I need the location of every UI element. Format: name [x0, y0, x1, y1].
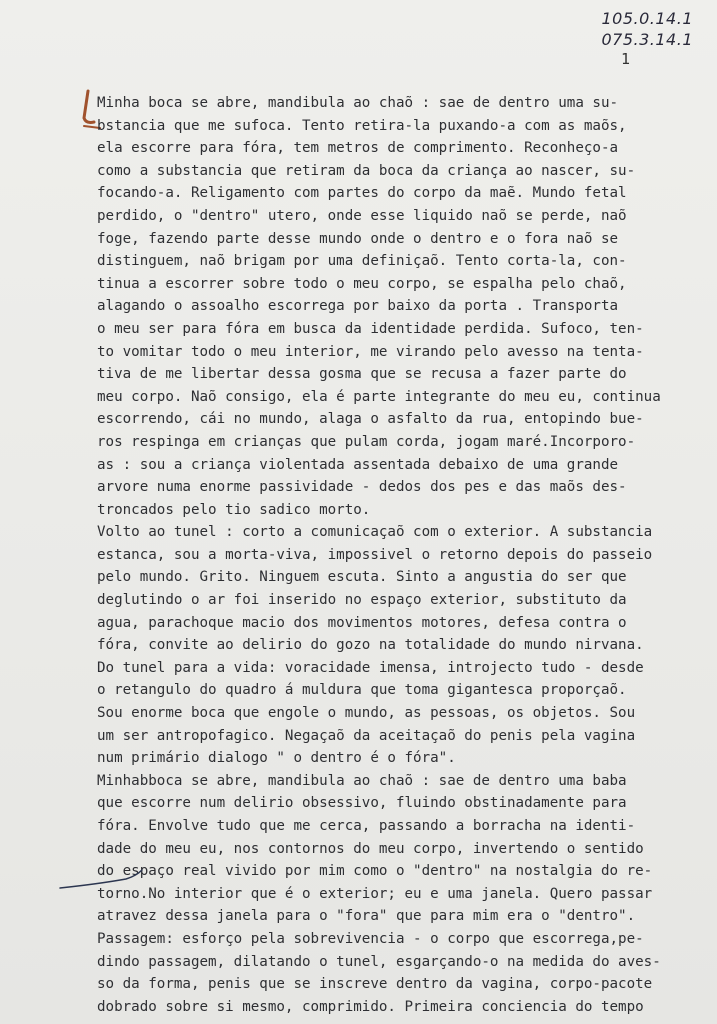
text-line: Minhabboca se abre, mandibula ao chaõ : sae de dentro uma baba: [97, 772, 627, 789]
text-line: focando-a. Religamento com partes do corpo da maẽ. Mundo fetal: [97, 185, 627, 202]
text-line: dobrado sobre si mesmo, comprimido. Primeira conciencia do tempo: [97, 998, 644, 1015]
text-line: que escorre num delirio obsessivo, fluindo obstinadamente para: [97, 795, 627, 812]
text-line: dindo passagem, dilatando o tunel, esgarçando-o na medida do aves-: [97, 953, 661, 970]
archive-code-handwritten: [601, 8, 693, 50]
text-line: do espaço real vivido por mim como o "dentro" na nostalgia do re-: [97, 863, 653, 880]
text-line: o meu ser para fóra em busca da identidade perdida. Sufoco, ten-: [97, 320, 644, 337]
body-text: [97, 92, 697, 1018]
text-line: bstancia que me sufoca. Tento retira-la puxando-a com as maõs,: [97, 117, 627, 134]
text-line: tiva de me libertar dessa gosma que se recusa a fazer parte do: [97, 366, 627, 383]
text-line: so da forma, penis que se inscreve dentro da vagina, corpo-pacote: [97, 976, 653, 993]
text-line: tinua a escorrer sobre todo o meu corpo, se espalha pelo chaõ,: [97, 275, 627, 292]
text-line: escorrendo, cái no mundo, alaga o asfalto da rua, entopindo bue-: [97, 411, 644, 428]
text-line: ros respinga em crianças que pulam corda, jogam maré.Incorporo-: [97, 433, 636, 450]
text-line: deglutindo o ar foi inserido no espaço exterior, substituto da: [97, 592, 627, 609]
text-line: torno.No interior que é o exterior; eu e uma janela. Quero passar: [97, 885, 653, 902]
page-number: 1: [621, 50, 631, 68]
text-line: foge, fazendo parte desse mundo onde o dentro e o fora naõ se: [97, 230, 619, 247]
text-line: distinguem, naõ brigam por uma definiçaõ. Tento corta-la, con-: [97, 253, 627, 270]
text-line: ela escorre para fóra, tem metros de comprimento. Reconheço-a: [97, 140, 619, 157]
text-line: Passagem: esforço pela sobrevivencia - o corpo que escorrega,pe-: [97, 930, 644, 947]
text-line: agua, parachoque macio dos movimentos motores, defesa contra o: [97, 614, 627, 631]
handwritten-underline-mark: [58, 862, 148, 892]
text-line: o retangulo do quadro á muldura que toma gigantesca proporçaõ.: [97, 682, 627, 699]
text-line: um ser antropofagico. Negaçaõ da aceitaçaõ do penis pela vagina: [97, 727, 636, 744]
text-line: perdido, o "dentro" utero, onde esse liquido naõ se perde, naõ: [97, 207, 627, 224]
text-line: troncados pelo tio sadico morto.: [97, 501, 371, 518]
text-line: fóra, convite ao delirio do gozo na totalidade do mundo nirvana.: [97, 637, 644, 654]
text-line: estanca, sou a morta-viva, impossivel o retorno depois do passeio: [97, 546, 653, 563]
text-line: arvore numa enorme passividade - dedos dos pes e das maõs des-: [97, 479, 627, 496]
text-line: Volto ao tunel : corto a comunicaçaõ com o exterior. A substancia: [97, 524, 653, 541]
text-line: to vomitar todo o meu interior, me virando pelo avesso na tenta-: [97, 343, 644, 360]
text-line: pelo mundo. Grito. Ninguem escuta. Sinto a angustia do ser que: [97, 569, 627, 586]
text-line: as : sou a criança violentada assentada debaixo de uma grande: [97, 456, 619, 473]
archive-code-line-1: 105.0.14.1: [601, 9, 693, 28]
text-line: Minha boca se abre, mandibula ao chaõ : sae de dentro uma su-: [97, 95, 619, 111]
text-line: como a substancia que retiram da boca da criança ao nascer, su-: [97, 162, 636, 179]
text-line: Do tunel para a vida: voracidade imensa, introjecto tudo - desde: [97, 659, 644, 676]
text-line: alagando o assoalho escorrega por baixo da porta . Transporta: [97, 298, 619, 315]
text-line: dade do meu eu, nos contornos do meu corpo, invertendo o sentido: [97, 840, 644, 857]
text-line: Sou enorme boca que engole o mundo, as pessoas, os objetos. Sou: [97, 705, 636, 722]
text-line: meu corpo. Naõ consigo, ela é parte integrante do meu eu, continua: [97, 388, 661, 405]
text-line: atravez dessa janela para o "fora" que para mim era o "dentro".: [97, 908, 636, 925]
text-line: fóra. Envolve tudo que me cerca, passando a borracha na identi-: [97, 818, 636, 834]
text-line: num primário dialogo " o dentro é o fóra".: [97, 750, 456, 767]
archive-code-line-2: 075.3.14.1: [601, 30, 693, 49]
